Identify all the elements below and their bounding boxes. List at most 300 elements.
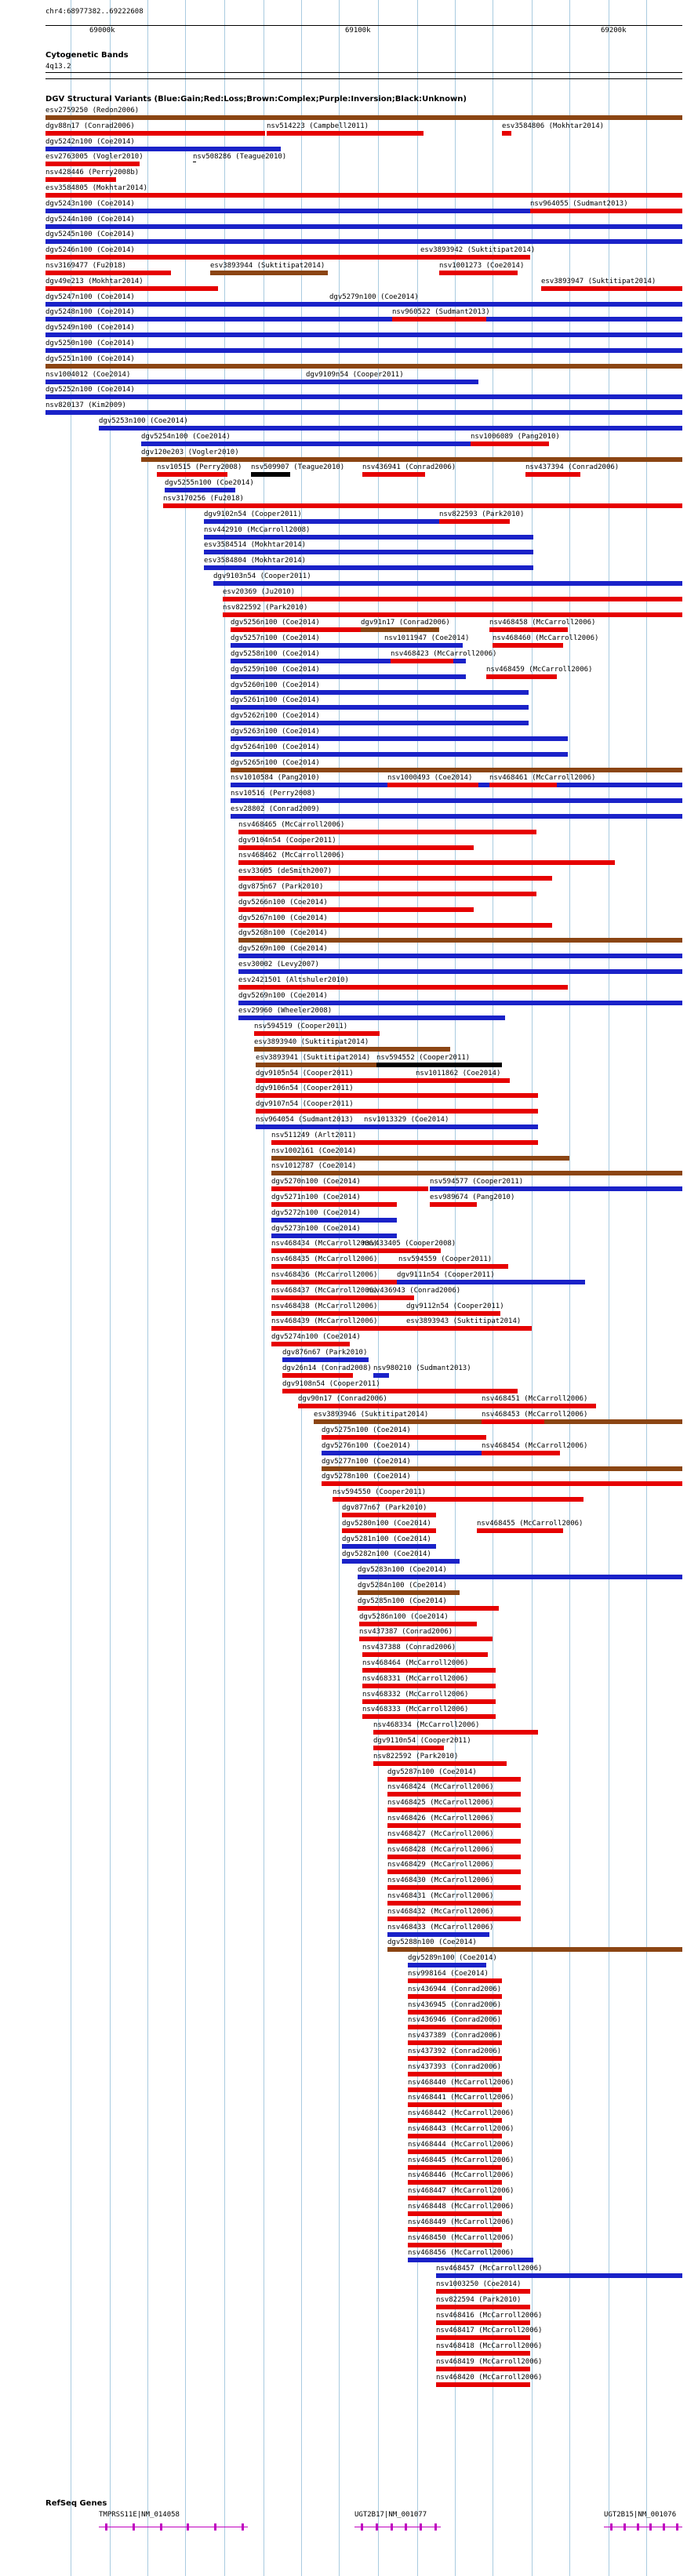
variant-bar[interactable] [373, 1730, 538, 1735]
variant-bar[interactable] [204, 565, 533, 570]
variant-bar[interactable] [45, 332, 682, 337]
variant-bar[interactable] [406, 1311, 500, 1316]
variant-bar[interactable] [362, 1699, 496, 1704]
variant-bar[interactable] [387, 1792, 521, 1797]
variant-bar[interactable] [420, 255, 530, 260]
variant-bar[interactable] [45, 115, 682, 120]
variant-bar[interactable] [387, 783, 478, 787]
variant-label[interactable]: dgv5256n100 (Coe2014) [231, 619, 320, 627]
variant-bar[interactable] [387, 1808, 521, 1812]
variant-label[interactable]: esv20369 (Ju2010) [223, 587, 296, 596]
variant-bar[interactable] [322, 1481, 682, 1486]
variant-bar[interactable] [387, 1947, 682, 1952]
variant-bar[interactable] [387, 1823, 521, 1828]
variant-label[interactable]: nsv468425 (McCarroll2006) [387, 1799, 494, 1808]
variant-label[interactable]: nsv1011862 (Coe2014) [416, 1069, 501, 1077]
variant-bar[interactable] [436, 2367, 530, 2371]
variant-bar[interactable] [45, 271, 171, 275]
variant-bar[interactable] [306, 380, 478, 384]
variant-label[interactable]: nsv594552 (Cooper2011) [376, 1053, 471, 1062]
variant-label[interactable]: nsv594577 (Cooper2011) [430, 1178, 524, 1186]
variant-label[interactable]: dgv5269n100 (Coe2014) [238, 945, 328, 954]
variant-label[interactable]: nsv468444 (McCarroll2006) [408, 2140, 514, 2149]
variant-bar[interactable] [254, 1047, 450, 1052]
variant-label[interactable]: nsv468443 (McCarroll2006) [408, 2125, 514, 2133]
variant-bar[interactable] [471, 441, 549, 446]
variant-bar[interactable] [238, 892, 536, 896]
variant-bar[interactable] [163, 503, 682, 508]
variant-label[interactable]: nsv468428 (McCarroll2006) [387, 1845, 494, 1854]
variant-bar[interactable] [387, 1885, 521, 1890]
variant-label[interactable]: esv2763005 (Vogler2010) [45, 153, 144, 162]
variant-bar[interactable] [45, 286, 218, 291]
variant-bar[interactable] [238, 1016, 505, 1020]
variant-bar[interactable] [436, 2351, 530, 2356]
variant-label[interactable]: dgv5245n100 (Coe2014) [45, 231, 135, 239]
variant-bar[interactable] [373, 1746, 444, 1750]
variant-bar[interactable] [408, 2134, 502, 2138]
variant-bar[interactable] [482, 1451, 560, 1455]
variant-label[interactable]: nsv508286 (Teague2010) [193, 153, 287, 162]
variant-bar[interactable] [256, 1093, 538, 1098]
variant-label[interactable]: nsv468462 (McCarroll2006) [238, 852, 345, 860]
variant-label[interactable]: nsv437388 (Conrad2006) [362, 1644, 456, 1652]
variant-label[interactable]: dgv5283n100 (Coe2014) [358, 1566, 447, 1575]
variant-label[interactable]: nsv1001273 (Coe2014) [439, 262, 525, 270]
variant-label[interactable]: esv3893940 (Suktitipat2014) [254, 1038, 369, 1046]
variant-bar[interactable] [436, 2305, 530, 2309]
variant-bar[interactable] [45, 131, 265, 136]
variant-bar[interactable] [45, 380, 312, 384]
variant-bar[interactable] [45, 162, 140, 166]
variant-bar[interactable] [141, 457, 682, 462]
variant-label[interactable]: dgv5249n100 (Coe2014) [45, 324, 135, 332]
variant-label[interactable]: nsv3170256 (Fu2018) [163, 495, 244, 503]
variant-bar[interactable] [387, 1777, 521, 1782]
variant-label[interactable]: nsv433405 (Cooper2008) [362, 1240, 456, 1248]
variant-bar[interactable] [387, 1869, 521, 1874]
variant-bar[interactable] [408, 2180, 502, 2185]
variant-bar[interactable] [408, 2025, 502, 2029]
variant-label[interactable]: nsv468423 (McCarroll2006) [391, 650, 497, 658]
variant-bar[interactable] [477, 1528, 563, 1533]
variant-bar[interactable] [436, 2382, 530, 2387]
variant-label[interactable]: dgv5254n100 (Coe2014) [141, 432, 231, 441]
variant-label[interactable]: dgv9111n54 (Cooper2011) [397, 1271, 495, 1279]
variant-bar[interactable] [45, 147, 281, 151]
variant-label[interactable]: nsv436946 (Conrad2006) [408, 2016, 502, 2025]
variant-bar[interactable] [322, 1451, 486, 1455]
variant-bar[interactable] [204, 519, 439, 524]
variant-bar[interactable] [141, 441, 510, 446]
variant-label[interactable]: esv3584804 (Mokhtar2014) [204, 557, 307, 565]
variant-label[interactable]: dgv9110n54 (Cooper2011) [373, 1737, 471, 1745]
variant-bar[interactable] [408, 2149, 502, 2154]
variant-bar[interactable] [342, 1528, 436, 1533]
variant-label[interactable]: nsv1013329 (Coe2014) [364, 1116, 449, 1124]
variant-label[interactable]: esv28802 (Conrad2009) [231, 805, 320, 813]
variant-label[interactable]: esv989674 (Pang2010) [430, 1194, 515, 1201]
variant-label[interactable]: nsv468435 (McCarroll2006) [271, 1255, 378, 1264]
variant-bar[interactable] [358, 1590, 460, 1595]
variant-bar[interactable] [256, 1109, 538, 1114]
variant-label[interactable]: nsv468445 (McCarroll2006) [408, 2156, 514, 2164]
variant-bar[interactable] [271, 1186, 428, 1191]
variant-bar[interactable] [408, 1963, 486, 1967]
variant-label[interactable]: dgv5259n100 (Coe2014) [231, 665, 320, 674]
variant-label[interactable]: dgv877n67 (Park2010) [342, 1504, 427, 1512]
variant-label[interactable]: nsv594559 (Cooper2011) [398, 1255, 493, 1264]
variant-label[interactable]: nsv468334 (McCarroll2006) [373, 1721, 480, 1730]
variant-bar[interactable] [333, 1497, 583, 1502]
variant-label[interactable]: dgv5272n100 (Coe2014) [271, 1208, 361, 1217]
variant-label[interactable]: nsv428446 (Perry2008b) [45, 169, 140, 177]
variant-label[interactable]: nsv10515 (Perry2008) [157, 463, 242, 472]
variant-label[interactable]: nsv468417 (McCarroll2006) [436, 2327, 543, 2335]
variant-bar[interactable] [398, 1264, 508, 1269]
variant-label[interactable]: esv30002 (Levy2007) [238, 961, 319, 968]
variant-label[interactable]: nsv437393 (Conrad2006) [408, 2062, 502, 2071]
variant-label[interactable]: dgv5257n100 (Coe2014) [231, 634, 320, 643]
variant-label[interactable]: dgv9109n54 (Cooper2011) [306, 370, 404, 379]
variant-bar[interactable] [204, 535, 533, 540]
variant-bar[interactable] [238, 923, 552, 928]
variant-label[interactable]: nsv436943 (Conrad2006) [367, 1286, 461, 1295]
variant-label[interactable]: dgv90n17 (Conrad2006) [298, 1395, 387, 1404]
variant-bar[interactable] [361, 627, 439, 632]
variant-bar[interactable] [282, 1357, 369, 1362]
variant-bar[interactable] [408, 2258, 533, 2262]
variant-label[interactable]: dgv5250n100 (Coe2014) [45, 340, 135, 347]
variant-label[interactable]: nsv468446 (McCarroll2006) [408, 2171, 514, 2180]
variant-bar[interactable] [541, 286, 682, 291]
variant-bar[interactable] [45, 364, 682, 369]
variant-label[interactable]: nsv437387 (Conrad2006) [359, 1628, 453, 1637]
variant-label[interactable]: dgv5264n100 (Coe2014) [231, 743, 320, 751]
variant-label[interactable]: esv3893942 (Suktitipat2014) [420, 246, 536, 255]
variant-bar[interactable] [254, 1031, 380, 1036]
variant-label[interactable]: nsv468424 (McCarroll2006) [387, 1783, 494, 1792]
variant-label[interactable]: nsv964055 (Sudmant2013) [530, 199, 628, 208]
variant-label[interactable]: nsv468427 (McCarroll2006) [387, 1829, 494, 1838]
variant-label[interactable]: dgv49e213 (Mokhtar2014) [45, 277, 144, 285]
variant-label[interactable]: nsv468447 (McCarroll2006) [408, 2187, 514, 2196]
variant-label[interactable]: dgv9108n54 (Cooper2011) [282, 1379, 380, 1388]
variant-label[interactable]: dgv5287n100 (Coe2014) [387, 1768, 477, 1776]
variant-bar[interactable] [482, 1419, 544, 1424]
variant-bar[interactable] [439, 519, 510, 524]
variant-label[interactable]: dgv5284n100 (Coe2014) [358, 1582, 447, 1590]
variant-label[interactable]: nsv514223 (Campbell2011) [267, 122, 369, 130]
variant-bar[interactable] [282, 1389, 518, 1393]
variant-label[interactable]: nsv1004012 (Coe2014) [45, 370, 131, 379]
variant-bar[interactable] [238, 938, 682, 943]
variant-label[interactable]: nsv468332 (McCarroll2006) [362, 1690, 469, 1699]
variant-label[interactable]: nsv594550 (Cooper2011) [333, 1488, 427, 1497]
variant-bar[interactable] [99, 426, 682, 431]
variant-label[interactable]: esv3584805 (Mokhtar2014) [45, 184, 148, 192]
variant-label[interactable]: nsv468450 (McCarroll2006) [408, 2233, 514, 2242]
variant-bar[interactable] [342, 1513, 436, 1517]
variant-label[interactable]: dgv9106n54 (Cooper2011) [256, 1085, 354, 1093]
variant-bar[interactable] [359, 1622, 477, 1626]
variant-bar[interactable] [358, 1606, 499, 1611]
variant-label[interactable]: dgv5281n100 (Coe2014) [342, 1535, 431, 1543]
variant-bar[interactable] [408, 1994, 502, 1999]
variant-label[interactable]: nsv468431 (McCarroll2006) [387, 1892, 494, 1900]
variant-label[interactable]: nsv468451 (McCarroll2006) [482, 1395, 588, 1404]
variant-label[interactable]: dgv5242n100 (Coe2014) [45, 137, 135, 146]
variant-label[interactable]: dgv9104n54 (Cooper2011) [238, 836, 336, 845]
variant-label[interactable]: dgv5261n100 (Coe2014) [231, 696, 320, 705]
variant-label[interactable]: nsv1000493 (Coe2014) [387, 774, 473, 783]
variant-label[interactable]: dgv5243n100 (Coe2014) [45, 199, 135, 208]
variant-bar[interactable] [231, 768, 682, 772]
variant-label[interactable]: nsv822594 (Park2010) [436, 2295, 522, 2304]
variant-bar[interactable] [231, 674, 466, 679]
variant-bar[interactable] [45, 224, 682, 229]
variant-bar[interactable] [373, 1373, 389, 1378]
variant-bar[interactable] [45, 255, 485, 260]
variant-bar[interactable] [238, 1001, 682, 1005]
variant-label[interactable]: nsv468331 (McCarroll2006) [362, 1674, 469, 1683]
variant-bar[interactable] [271, 1264, 413, 1269]
variant-bar[interactable] [238, 845, 474, 850]
variant-label[interactable]: nsv468449 (McCarroll2006) [408, 2218, 514, 2226]
variant-label[interactable]: nsv468416 (McCarroll2006) [436, 2311, 543, 2320]
variant-label[interactable]: dgv5289n100 (Coe2014) [408, 1954, 497, 1963]
variant-label[interactable]: nsv468419 (McCarroll2006) [436, 2358, 543, 2366]
variant-bar[interactable] [342, 1559, 460, 1564]
variant-label[interactable]: dgv5267n100 (Coe2014) [238, 914, 328, 922]
variant-bar[interactable] [359, 1637, 493, 1641]
variant-label[interactable]: esv2421501 (Altshuler2010) [238, 976, 349, 984]
variant-bar[interactable] [387, 1917, 521, 1921]
variant-label[interactable]: esv3893944 (Suktitipat2014) [210, 262, 325, 270]
variant-label[interactable]: nsv1010584 (Pang2010) [231, 774, 320, 783]
variant-label[interactable]: dgv9112n54 (Cooper2011) [406, 1302, 504, 1310]
variant-label[interactable]: dgv5286n100 (Coe2014) [359, 1612, 449, 1621]
variant-label[interactable]: dgv5276n100 (Coe2014) [322, 1441, 411, 1450]
variant-label[interactable]: nsv436941 (Conrad2006) [362, 463, 456, 472]
variant-label[interactable]: esv3893943 (Suktitipat2014) [406, 1317, 522, 1326]
variant-label[interactable]: dgv5262n100 (Coe2014) [231, 712, 320, 721]
variant-label[interactable]: nsv511249 (Arlt2011) [271, 1131, 357, 1139]
variant-bar[interactable] [165, 488, 235, 492]
variant-label[interactable]: dgv5280n100 (Coe2014) [342, 1519, 431, 1528]
variant-bar[interactable] [231, 736, 568, 741]
variant-bar[interactable] [376, 1063, 502, 1067]
variant-bar[interactable] [408, 2211, 502, 2216]
variant-bar[interactable] [362, 472, 425, 477]
variant-bar[interactable] [271, 1156, 569, 1161]
variant-label[interactable]: nsv468454 (McCarroll2006) [482, 1441, 588, 1450]
variant-bar[interactable] [45, 410, 682, 415]
variant-label[interactable]: nsv437392 (Conrad2006) [408, 2047, 502, 2055]
variant-label[interactable]: nsv468464 (McCarroll2006) [362, 1659, 469, 1667]
variant-label[interactable]: dgv5288n100 (Coe2014) [387, 1938, 477, 1947]
variant-label[interactable]: nsv468438 (McCarroll2006) [271, 1302, 378, 1310]
variant-label[interactable]: nsv468458 (McCarroll2006) [489, 619, 596, 627]
variant-label[interactable]: dgv5246n100 (Coe2014) [45, 246, 135, 255]
variant-label[interactable]: dgv5247n100 (Coe2014) [45, 292, 135, 301]
variant-label[interactable]: dgv26n14 (Conrad2008) [282, 1364, 372, 1372]
variant-bar[interactable] [238, 969, 682, 974]
variant-label[interactable]: nsv468420 (McCarroll2006) [436, 2373, 543, 2382]
variant-label[interactable]: nsv1003250 (Coe2014) [436, 2280, 522, 2288]
variant-label[interactable]: dgv5263n100 (Coe2014) [231, 728, 320, 736]
variant-label[interactable]: nsv468426 (McCarroll2006) [387, 1815, 494, 1822]
variant-label[interactable]: esv3584514 (Mokhtar2014) [204, 541, 307, 550]
variant-bar[interactable] [367, 1295, 414, 1300]
variant-bar[interactable] [430, 1186, 682, 1191]
variant-bar[interactable] [45, 317, 682, 322]
variant-label[interactable]: nsv998164 (Coe2014) [408, 1970, 489, 1978]
variant-label[interactable]: nsv468439 (McCarroll2006) [271, 1317, 378, 1326]
variant-label[interactable]: dgv91n17 (Conrad2006) [361, 619, 450, 627]
variant-label[interactable]: nsv1006089 (Pang2010) [471, 432, 560, 441]
variant-bar[interactable] [391, 659, 453, 663]
variant-bar[interactable] [362, 1668, 496, 1673]
variant-bar[interactable] [387, 1855, 521, 1859]
variant-label[interactable]: nsv980210 (Sudmant2013) [373, 1364, 471, 1372]
variant-bar[interactable] [482, 1404, 560, 1408]
variant-label[interactable]: nsv468433 (McCarroll2006) [387, 1923, 494, 1931]
variant-label[interactable]: dgv5255n100 (Coe2014) [165, 479, 254, 488]
variant-label[interactable]: nsv10516 (Perry2008) [231, 790, 316, 798]
variant-bar[interactable] [210, 271, 328, 275]
variant-label[interactable]: nsv1012787 (Coe2014) [271, 1162, 357, 1171]
variant-label[interactable]: nsv468436 (McCarroll2006) [271, 1271, 378, 1279]
variant-bar[interactable] [271, 1311, 413, 1316]
variant-label[interactable]: nsv436944 (Conrad2006) [408, 1985, 502, 1993]
variant-bar[interactable] [251, 472, 290, 477]
variant-bar[interactable] [493, 643, 563, 648]
variant-bar[interactable] [45, 177, 116, 182]
variant-bar[interactable] [231, 690, 529, 695]
variant-label[interactable]: nsv1011947 (Coe2014) [384, 634, 470, 643]
variant-label[interactable]: nsv1002161 (Coe2014) [271, 1146, 357, 1155]
variant-label[interactable]: nsv822593 (Park2010) [439, 510, 525, 518]
variant-bar[interactable] [271, 1140, 538, 1145]
variant-label[interactable]: nsv468456 (McCarroll2006) [408, 2249, 514, 2258]
variant-label[interactable]: dgv120e203 (Vogler2010) [141, 448, 239, 456]
variant-bar[interactable] [362, 1248, 441, 1253]
variant-bar[interactable] [502, 131, 511, 136]
variant-bar[interactable] [231, 814, 682, 819]
variant-label[interactable]: dgv5269n100 (Coe2014) [238, 991, 328, 1000]
gene-label[interactable]: UGT2B15|NM_001076 [604, 2511, 677, 2519]
variant-label[interactable]: dgv5248n100 (Coe2014) [45, 308, 135, 317]
variant-bar[interactable] [387, 1839, 521, 1844]
variant-label[interactable]: esv3893946 (Suktitipat2014) [314, 1411, 429, 1419]
variant-label[interactable]: nsv594519 (Cooper2011) [254, 1023, 348, 1031]
variant-label[interactable]: nsv468461 (McCarroll2006) [489, 774, 596, 783]
variant-label[interactable]: dgv5244n100 (Coe2014) [45, 215, 135, 223]
variant-label[interactable]: nsv822592 (Park2010) [223, 603, 308, 612]
variant-bar[interactable] [530, 209, 682, 213]
variant-bar[interactable] [45, 394, 682, 399]
variant-bar[interactable] [223, 597, 682, 601]
variant-bar[interactable] [342, 1544, 436, 1549]
variant-bar[interactable] [489, 627, 568, 632]
variant-label[interactable]: dgv5274n100 (Coe2014) [271, 1333, 361, 1342]
variant-label[interactable]: dgv9102n54 (Cooper2011) [204, 510, 302, 518]
variant-label[interactable]: dgv875n67 (Park2010) [238, 883, 324, 891]
variant-label[interactable]: esv33605 (deSmith2007) [238, 867, 333, 876]
variant-label[interactable]: dgv5278n100 (Coe2014) [322, 1473, 411, 1481]
variant-bar[interactable] [45, 348, 682, 353]
variant-bar[interactable] [238, 954, 682, 958]
variant-label[interactable]: dgv5265n100 (Coe2014) [231, 758, 320, 767]
variant-label[interactable]: nsv468459 (McCarroll2006) [486, 665, 593, 674]
variant-label[interactable]: nsv437394 (Conrad2006) [525, 463, 620, 472]
variant-label[interactable]: dgv5277n100 (Coe2014) [322, 1457, 411, 1466]
variant-bar[interactable] [364, 1125, 450, 1129]
variant-label[interactable]: esv3893941 (Suktitipat2014) [256, 1053, 371, 1062]
variant-bar[interactable] [204, 550, 533, 554]
variant-bar[interactable] [231, 798, 682, 803]
variant-label[interactable]: dgv9107n54 (Cooper2011) [256, 1100, 354, 1109]
gene-label[interactable]: UGT2B17|NM_001077 [354, 2511, 427, 2519]
variant-label[interactable]: nsv468434 (McCarroll2006) [271, 1240, 378, 1248]
variant-bar[interactable] [408, 2056, 502, 2061]
variant-label[interactable]: nsv436945 (Conrad2006) [408, 2000, 502, 2009]
gene-label[interactable]: TMPRSS11E|NM_014058 [99, 2511, 180, 2519]
variant-bar[interactable] [436, 2273, 682, 2278]
variant-label[interactable]: nsv468440 (McCarroll2006) [408, 2078, 514, 2087]
variant-label[interactable]: nsv3169477 (Fu2018) [45, 262, 126, 270]
variant-bar[interactable] [408, 2227, 502, 2232]
variant-bar[interactable] [238, 985, 568, 990]
variant-label[interactable]: dgv5279n100 (Coe2014) [329, 292, 419, 301]
variant-label[interactable]: dgv5270n100 (Coe2014) [271, 1178, 361, 1186]
variant-bar[interactable] [362, 1652, 488, 1657]
variant-bar[interactable] [213, 581, 682, 586]
variant-label[interactable]: nsv468442 (McCarroll2006) [408, 2109, 514, 2118]
variant-bar[interactable] [397, 1280, 585, 1284]
variant-label[interactable]: nsv468465 (McCarroll2006) [238, 820, 345, 829]
variant-label[interactable]: nsv964054 (Sudmant2013) [256, 1116, 354, 1124]
variant-label[interactable]: dgv5253n100 (Coe2014) [99, 417, 188, 425]
variant-bar[interactable] [231, 705, 529, 710]
variant-bar[interactable] [430, 1202, 477, 1207]
variant-label[interactable]: dgv9105n54 (Cooper2011) [256, 1069, 354, 1077]
variant-bar[interactable] [408, 2118, 502, 2123]
variant-bar[interactable] [282, 1373, 353, 1378]
variant-label[interactable]: esv3584806 (Mokhtar2014) [502, 122, 605, 130]
variant-label[interactable]: nsv468430 (McCarroll2006) [387, 1877, 494, 1885]
variant-label[interactable]: esv2759250 (Redon2006) [45, 107, 140, 114]
variant-label[interactable]: nsv437389 (Conrad2006) [408, 2032, 502, 2040]
variant-bar[interactable] [489, 783, 557, 787]
variant-bar[interactable] [231, 752, 568, 757]
variant-bar[interactable] [408, 2165, 502, 2170]
variant-label[interactable]: dgv5275n100 (Coe2014) [322, 1426, 411, 1434]
variant-label[interactable]: esv3893947 (Suktitipat2014) [541, 277, 656, 285]
variant-bar[interactable] [322, 1466, 682, 1471]
variant-bar[interactable] [271, 1342, 350, 1346]
variant-label[interactable]: dgv5282n100 (Coe2014) [342, 1550, 431, 1559]
variant-bar[interactable] [271, 1171, 682, 1175]
variant-bar[interactable] [322, 1435, 486, 1440]
variant-bar[interactable] [387, 1901, 521, 1906]
variant-bar[interactable] [408, 2243, 502, 2247]
variant-label[interactable]: nsv468457 (McCarroll2006) [436, 2265, 543, 2273]
variant-bar[interactable] [223, 612, 682, 617]
variant-bar[interactable] [525, 472, 580, 477]
variant-bar[interactable] [373, 1761, 507, 1766]
